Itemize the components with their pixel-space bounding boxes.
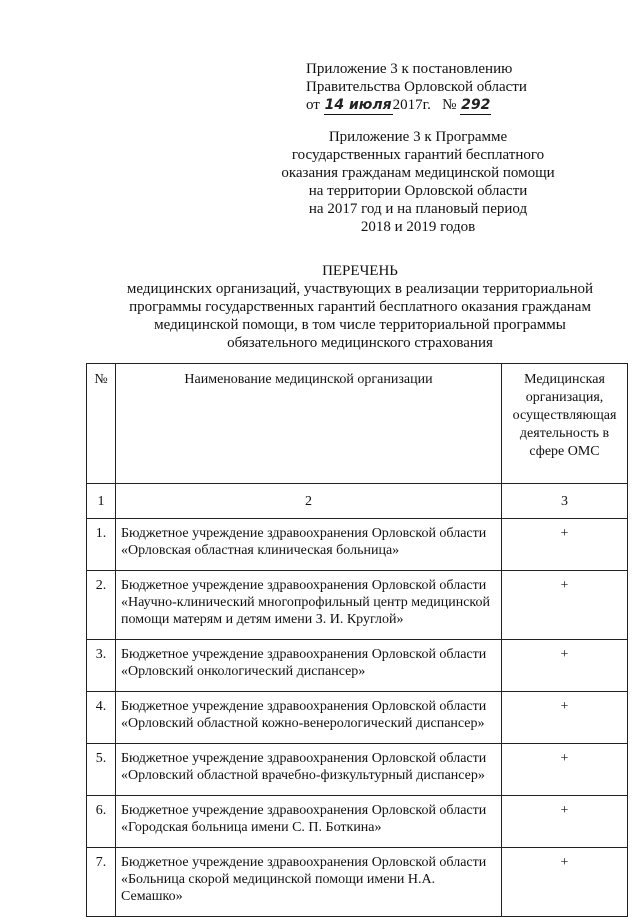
organization-name-line: Семашко»: [121, 889, 183, 904]
program-line: 2018 и 2019 годов: [360, 219, 476, 235]
column-number-row: [87, 484, 628, 519]
organization-name-line: «Орловская областная клиническая больница»: [121, 543, 400, 558]
header-num: №: [87, 364, 116, 484]
organization-name-line: Бюджетное учреждение здравоохранения Орловской области: [121, 526, 487, 541]
organization-name-line: Бюджетное учреждение здравоохранения Орловской области: [121, 751, 487, 766]
organization-name-line: «Орловский областной кожно-венерологический диспансер»: [121, 716, 485, 731]
organization-name: [116, 640, 502, 692]
list-header: [80, 262, 640, 352]
organization-name-line: Бюджетное учреждение здравоохранения Орловской области: [121, 699, 487, 714]
oms-participation-mark: +: [502, 796, 628, 848]
header-oms: [502, 364, 628, 484]
organization-name: [116, 848, 502, 917]
row-number: 7.: [87, 848, 116, 917]
program-line: на территории Орловской области: [308, 183, 528, 199]
column-number: 3: [502, 484, 628, 519]
number-label: №: [442, 97, 457, 113]
header-oms-line: организация,: [525, 390, 604, 405]
column-number: 2: [116, 484, 502, 519]
table-row: [87, 796, 628, 848]
appendix-date-line: [306, 96, 606, 115]
organization-name-line: Бюджетное учреждение здравоохранения Орловской области: [121, 647, 487, 662]
organization-name: [116, 571, 502, 640]
table-row: [87, 744, 628, 796]
table-row: [87, 571, 628, 640]
date-handwritten: 14 июля: [324, 97, 392, 113]
table-header-row: [87, 364, 628, 484]
column-number: 1: [87, 484, 116, 519]
header-oms-line: деятельность в: [519, 426, 610, 441]
table-row: [87, 848, 628, 917]
appendix-block: [306, 60, 606, 115]
program-appendix-block: [260, 128, 576, 236]
number-handwritten: 292: [461, 97, 491, 113]
header-oms-line: сфере ОМС: [529, 444, 600, 459]
oms-participation-mark: +: [502, 571, 628, 640]
organization-name-line: Бюджетное учреждение здравоохранения Орловской области: [121, 803, 487, 818]
date-handwritten-field: [324, 96, 393, 115]
row-number: 6.: [87, 796, 116, 848]
organization-name: [116, 744, 502, 796]
appendix-line-2: Правительства Орловской области: [306, 79, 527, 95]
row-number: 5.: [87, 744, 116, 796]
organization-name-line: помощи матерям и детям имени З. И. Круглой»: [121, 612, 404, 627]
row-number: 4.: [87, 692, 116, 744]
row-number: 1.: [87, 519, 116, 571]
row-number: 2.: [87, 571, 116, 640]
table-row: [87, 519, 628, 571]
organization-name: [116, 796, 502, 848]
header-oms-line: Медицинская: [524, 372, 605, 387]
number-handwritten-field: [460, 96, 491, 115]
header-name: Наименование медицинской организации: [116, 364, 502, 484]
program-line: оказания гражданам медицинской помощи: [281, 165, 555, 181]
table-row: [87, 692, 628, 744]
organization-name-line: Бюджетное учреждение здравоохранения Орловской области: [121, 578, 487, 593]
list-subtitle-line: программы государственных гарантий бесплатного оказания гражданам: [129, 299, 591, 315]
appendix-line-1: Приложение 3 к постановлению: [306, 61, 513, 77]
list-subtitle-line: медицинских организаций, участвующих в реализации территориальной: [126, 281, 594, 297]
oms-participation-mark: +: [502, 744, 628, 796]
program-line: на 2017 год и на плановый период: [308, 201, 528, 217]
organization-name-line: «Городская больница имени С. П. Боткина»: [121, 820, 382, 835]
organization-name-line: Бюджетное учреждение здравоохранения Орловской области: [121, 855, 487, 870]
organization-name-line: «Орловский онкологический диспансер»: [121, 664, 366, 679]
organization-name-line: «Научно-клинический многопрофильный центр медицинской: [121, 595, 491, 610]
list-subtitle-line: медицинской помощи, в том числе территориальной программы: [154, 317, 566, 333]
list-subtitle-line: обязательного медицинского страхования: [227, 335, 493, 351]
table-body: [87, 519, 628, 917]
table-row: [87, 640, 628, 692]
header-oms-line: осуществляющая: [512, 408, 617, 423]
row-number: 3.: [87, 640, 116, 692]
organization-name: [116, 692, 502, 744]
program-line: Приложение 3 к Программе: [328, 129, 508, 145]
list-title: ПЕРЕЧЕНЬ: [322, 263, 398, 279]
oms-participation-mark: +: [502, 519, 628, 571]
oms-participation-mark: +: [502, 640, 628, 692]
oms-participation-mark: +: [502, 848, 628, 917]
program-line: государственных гарантий бесплатного: [291, 147, 545, 163]
organization-name-line: «Орловский областной врачебно-физкультурный диспансер»: [121, 768, 485, 783]
organizations-table: [86, 363, 628, 917]
year-text: 2017г.: [392, 97, 431, 113]
organization-name-line: «Больница скорой медицинской помощи имени Н.А.: [121, 872, 436, 887]
oms-participation-mark: +: [502, 692, 628, 744]
organization-name: [116, 519, 502, 571]
date-prefix: от: [306, 97, 320, 113]
